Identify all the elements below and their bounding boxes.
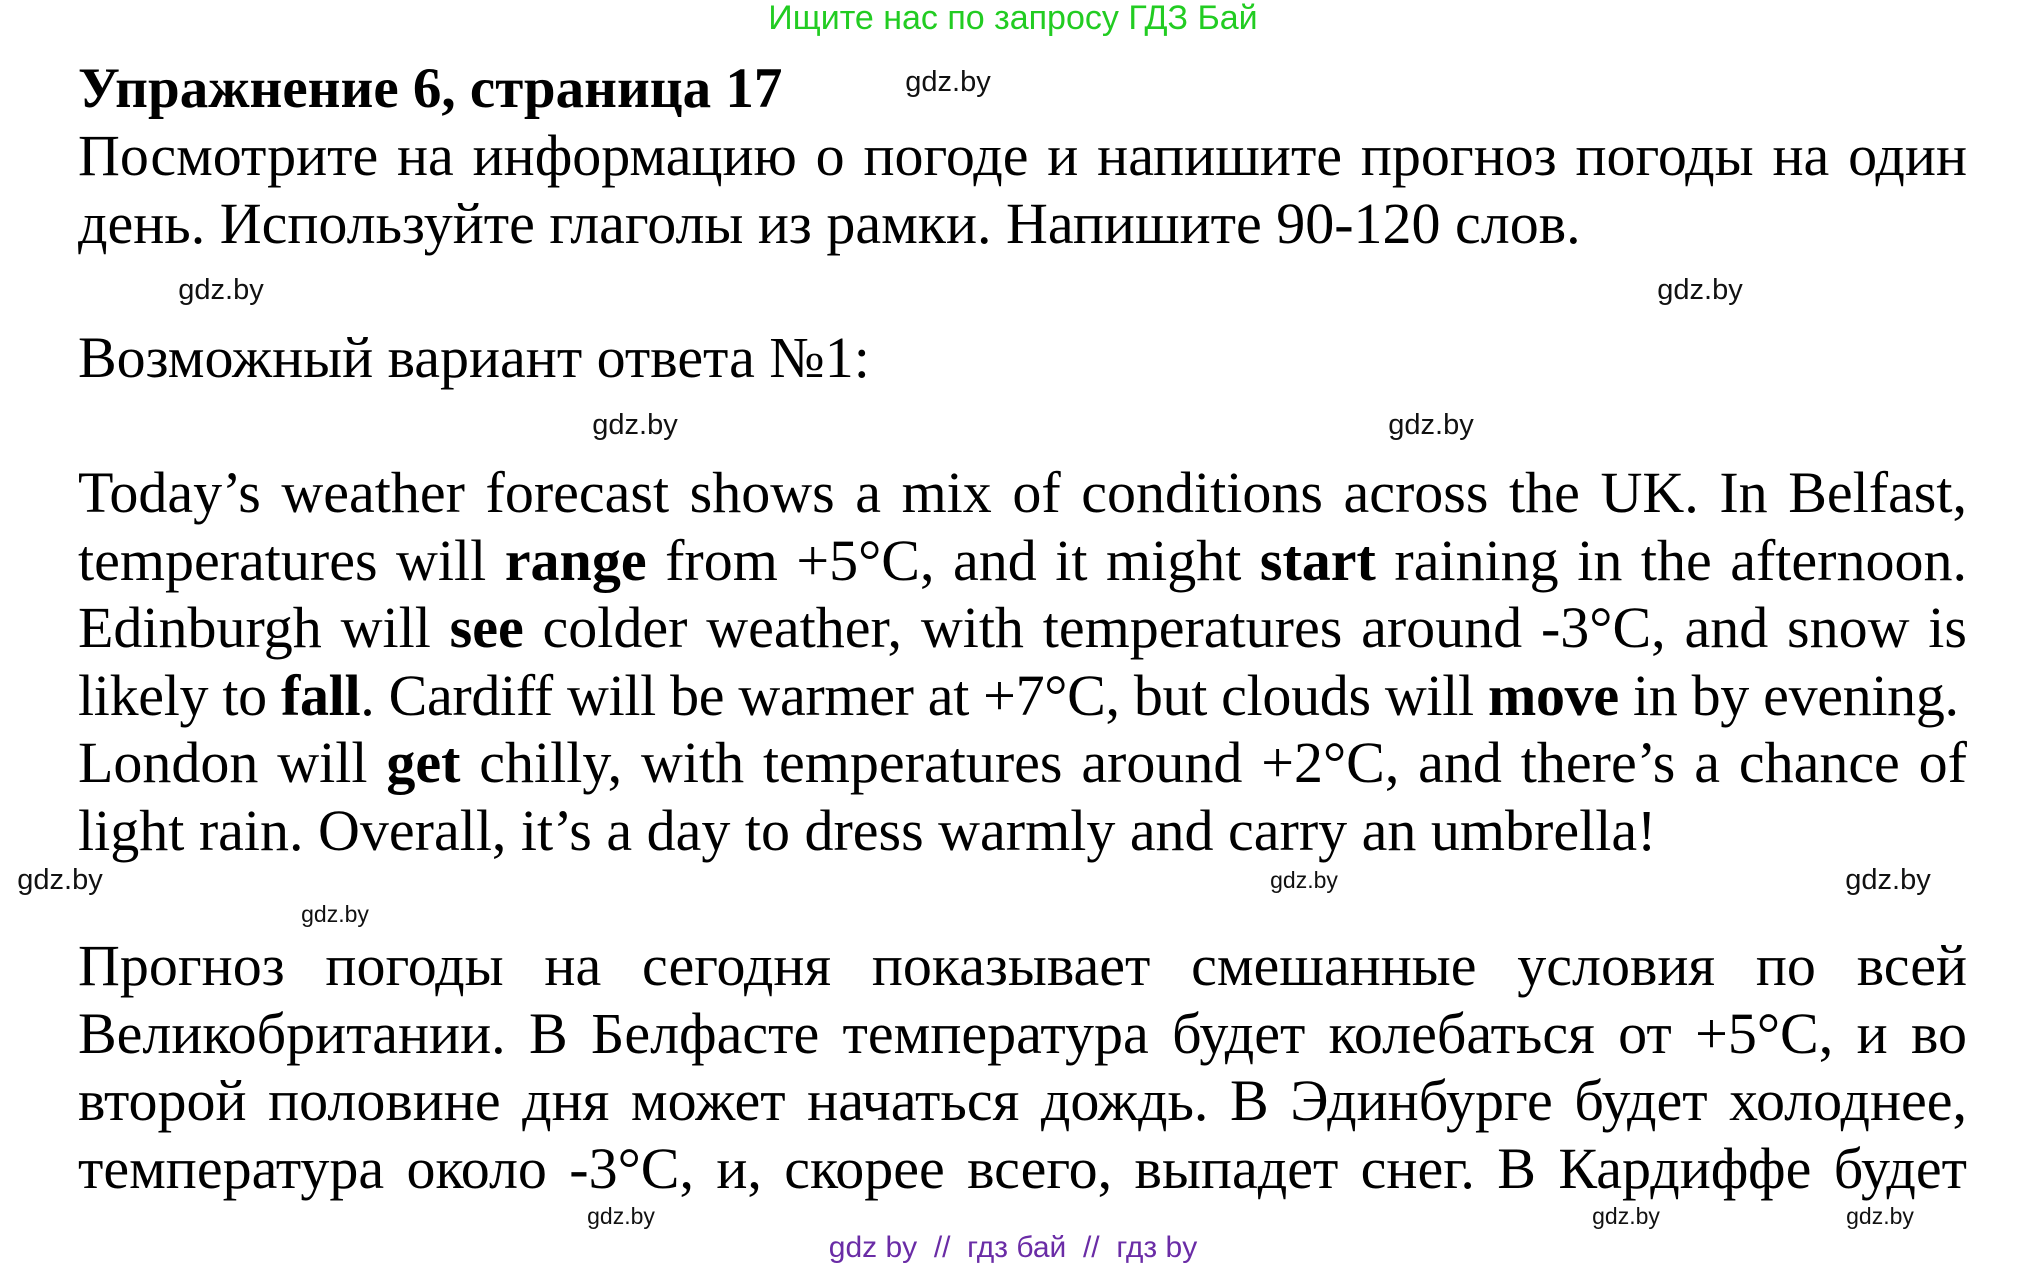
watermark: gdz.by xyxy=(17,864,103,896)
text-segment: in by evening. xyxy=(1618,662,1959,728)
highlighted-verb: see xyxy=(449,595,524,660)
text-segment: Today’s weather forecast shows a mix of conditions across the UK. In Belfast, xyxy=(78,460,1967,525)
english-answer xyxy=(78,459,1967,864)
watermark: gdz.by xyxy=(178,274,264,306)
text-segment: likely to xyxy=(78,662,281,728)
text-line xyxy=(78,122,1967,190)
text-segment: температура около -3°C, и, скорее всего, выпадет снег. В Кардиффе будет xyxy=(78,1135,1967,1201)
watermark: gdz.by xyxy=(1845,864,1931,896)
text-segment: London will xyxy=(78,730,387,795)
watermark: gdz.by xyxy=(592,409,678,441)
text-segment: Посмотрите на информацию о погоде и напишите прогноз погоды на один xyxy=(78,123,1967,188)
text-line xyxy=(78,662,1967,730)
text-segment: Великобритании. В Белфасте температура будет колебаться от +5°C, и во xyxy=(78,1000,1967,1066)
task-text xyxy=(78,122,1967,257)
text-line xyxy=(78,797,1967,865)
watermark: gdz.by xyxy=(301,901,369,927)
text-line xyxy=(78,594,1967,662)
highlighted-verb: fall xyxy=(281,662,361,728)
watermark: gdz.by xyxy=(1270,867,1338,893)
watermark: gdz.by xyxy=(1657,274,1743,306)
footer-links[interactable]: gdz by // гдз бай // гдз by xyxy=(828,1231,1198,1264)
highlighted-verb: move xyxy=(1488,662,1619,728)
text-segment: colder weather, with temperatures around -3°C, and snow is xyxy=(523,595,1967,660)
highlighted-verb: get xyxy=(386,730,461,795)
text-segment: Прогноз погоды на сегодня показывает смешанные условия по всей xyxy=(78,933,1967,998)
top-banner-link[interactable]: Ищите нас по запросу ГДЗ Бай xyxy=(768,0,1258,37)
text-line xyxy=(78,527,1967,595)
text-line xyxy=(78,729,1967,797)
text-segment: raining in the afternoon. xyxy=(1375,527,1967,593)
highlighted-verb: start xyxy=(1259,527,1376,593)
text-line xyxy=(78,190,1967,258)
text-segment: chilly, with temperatures around +2°C, and there’s a chance of xyxy=(460,730,1967,795)
watermark: gdz.by xyxy=(587,1203,655,1229)
text-line xyxy=(78,1000,1967,1068)
answer-label xyxy=(78,324,1967,392)
text-segment: light rain. Overall, it’s a day to dress warmly and carry an umbrella! xyxy=(78,797,1657,863)
watermark: gdz.by xyxy=(1846,1203,1914,1229)
answer-label-text: Возможный вариант ответа №1: xyxy=(78,325,870,390)
text-segment: temperatures will xyxy=(78,527,505,593)
text-segment: from +5°C, and it might xyxy=(646,527,1260,593)
text-line xyxy=(78,932,1967,1000)
page-title: Упражнение 6, страница 17 xyxy=(78,57,783,120)
watermark: gdz.by xyxy=(905,66,991,98)
text-segment: день. Используйте глаголы из рамки. Напишите 90-120 слов. xyxy=(78,190,1581,256)
watermark: gdz.by xyxy=(1592,1203,1660,1229)
text-line xyxy=(78,459,1967,527)
watermark: gdz.by xyxy=(1388,409,1474,441)
text-segment: . Cardiff will be warmer at +7°C, but clouds will xyxy=(360,662,1488,728)
text-segment: Edinburgh will xyxy=(78,595,450,660)
text-line xyxy=(78,1067,1967,1135)
text-segment: второй половине дня может начаться дождь. В Эдинбурге будет холоднее, xyxy=(78,1068,1967,1133)
text-line xyxy=(78,1135,1967,1203)
highlighted-verb: range xyxy=(504,527,647,593)
russian-translation xyxy=(78,932,1967,1202)
